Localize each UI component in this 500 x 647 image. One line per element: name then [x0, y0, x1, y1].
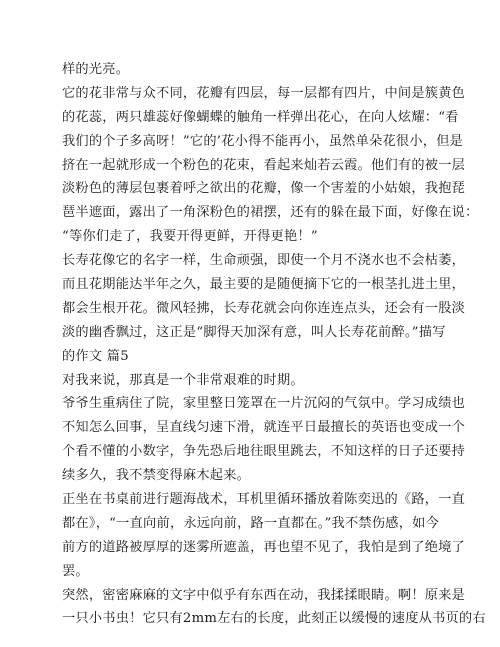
text-line: 样的光亮。: [62, 62, 130, 77]
text-line: 正坐在书桌前进行题海战术，耳机里循环播放着陈奕迅的《路，一直: [62, 492, 466, 508]
text-line: 对我来说，那真是一个非常艰难的时期。: [62, 372, 304, 388]
text-line: 长寿花像它的名字一样，生命顽强，即使一个月不浇水也不会枯萎，: [62, 253, 466, 269]
text-line: 突然，密密麻麻的文字中似乎有东西在动，我揉揉眼睛。啊！原来是: [62, 587, 466, 603]
text-line: “等你们走了，我要开得更鲜，开得更艳！”: [62, 229, 318, 245]
text-line: 前方的道路被厚厚的迷雾所遮盖，再也望不见了，我怕是到了绝境了: [62, 539, 466, 555]
text-line: 续多久，我不禁变得麻木起来。: [62, 468, 251, 484]
text-line: 我们的个子多高呀！”它的’花小得不能再小，虽然单朵花很小，但是: [62, 133, 464, 149]
text-line: 它的花非常与众不同，花瓣有四层，每一层都有四片，中间是簇黄色: [62, 85, 466, 101]
text-line: 罢。: [62, 563, 89, 579]
text-line: 挤在一起就形成一个粉色的花束，看起来灿若云霞。他们有的被一层: [62, 157, 466, 173]
text-line: 个看不懂的小数字，争先恐后地往眼里跳去，不知这样的日子还要持: [62, 444, 466, 460]
text-line: 而且花期能达半年之久，最主要的是随便摘下它的一根茎扎进土里，: [62, 277, 466, 293]
body-text: [62, 58, 486, 631]
text-line: 都会生根开花。微风轻拂，长寿花就会向你连连点头，还会有一股淡: [62, 300, 466, 316]
section-heading: 的作文 篇5: [62, 348, 129, 364]
text-line: 的花蕊，两只雄蕊好像蝴蝶的触角一样弹出花心，在向人炫耀：“看: [62, 109, 459, 125]
text-line: 爷爷生重病住了院，家里整日笼罩在一片沉闷的气氛中。学习成绩也: [62, 396, 466, 412]
text-line: 都在》，“一直向前，永远向前，路一直都在。”我不禁伤感，如今: [62, 515, 440, 531]
text-line: 淡粉色的薄层包裹着呼之欲出的花瓣，像一个害羞的小姑娘，我抱琵: [62, 181, 466, 197]
text-line: 一只小书虫！它只有2mm左右的长度，此刻正以缓慢的速度从书页的右: [62, 611, 486, 627]
text-line: 琶半遮面，露出了一角深粉色的裙摆，还有的躲在最下面，好像在说：: [62, 205, 479, 221]
text-line: 淡的幽香飘过，这正是“脚得天加深有意，叫人长寿花前醉。”描写: [62, 324, 446, 340]
text-line: 不知怎么回事，呈直线匀速下滑，就连平日最擅长的英语也变成一个: [62, 420, 466, 436]
